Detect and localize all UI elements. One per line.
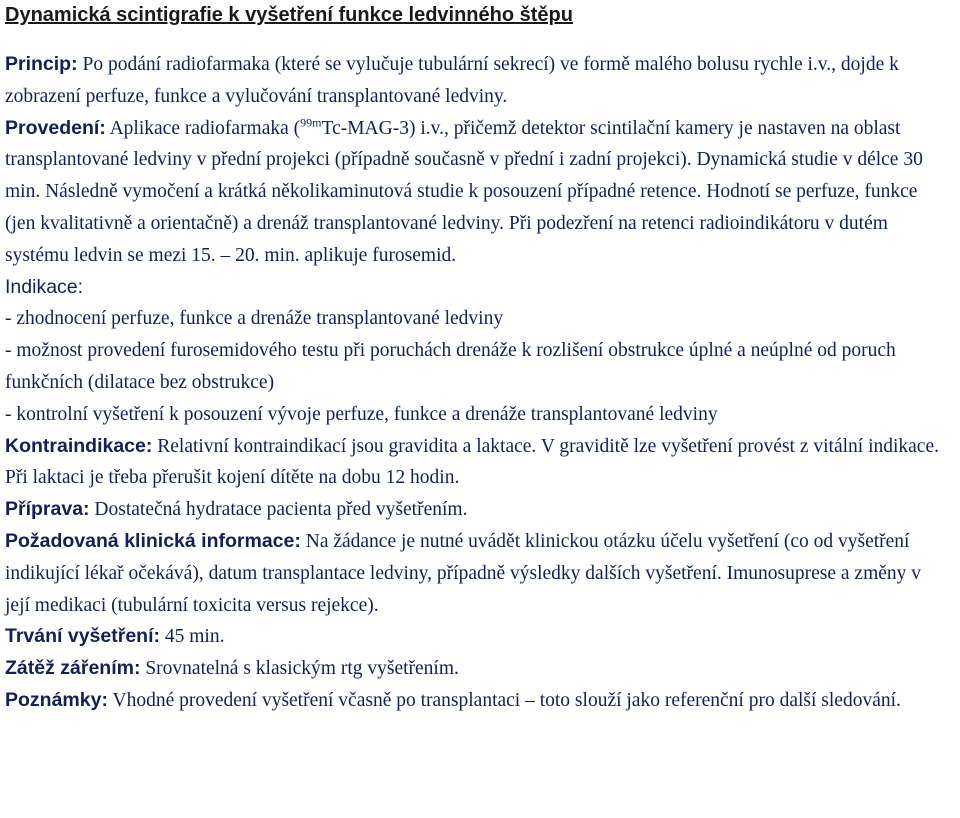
section-kontraindikace [5,431,948,495]
princip-label: Princip: [5,53,78,75]
section-pozadovana [5,526,948,621]
provedeni-text-b: Tc-MAG-3) i.v., přičemž detektor scintilační kamery je nastaven na oblast transplantované ledviny v přední projekci (případně současně v přední i zadní projekci). Dynamická studie v délce 30 min. Následně vymočení a krátká několikaminutová studie k posouzení případné retence. Hodnotí se perfuze, funkce (jen kvalitativně a orientačně) a drenáž transplantované ledviny. Při podezření na retenci radioindikátoru v dutém systému ledvin se mezi 15. – 20. min. aplikuje furosemid. [5,117,923,266]
indikace-item: - možnost provedení furosemidového testu při poruchách drenáže k rozlišení obstrukce úplné a neúplné od poruch funkčních (dilatace bez obstrukce) [5,340,896,393]
provedeni-label: Provedení: [5,116,106,139]
zatez-text: Srovnatelná s klasickým rtg vyšetřením. [145,658,459,680]
princip-text: Po podání radiofarmaka (které se vylučuje tubulární sekrecí) ve formě malého bolusu rychle i.v., dojde k zobrazení perfuze, funkce a vylučování transplantované ledviny. [5,54,899,107]
isotope-superscript: 99m [300,115,322,130]
section-poznamky [5,685,948,717]
pozadovana-text: Na žádance je nutné uvádět klinickou otázku účelu vyšetření (co od vyšetření indikující lékař očekává), datum transplantace ledviny, případně výsledky dalších vyšetření. Imunosuprese a změny v její medikaci (tubulární toxicita versus rejekce). [5,530,922,616]
section-priprava [5,494,948,526]
document-title: Dynamická scintigrafie k vyšetření funkce ledvinného štěpu [5,4,573,26]
kontraindikace-text: Relativní kontraindikací jsou gravidita a laktace. V graviditě lze vyšetření provést z vitální indikace. Při laktaci je třeba přerušit kojení dítěte na dobu 12 hodin. [5,435,939,489]
priprava-text: Dostatečná hydratace pacienta před vyšetřením. [94,499,468,521]
indikace-heading [5,272,948,304]
indikace-label: Indikace: [5,275,84,298]
trvani-label: Trvání vyšetření: [5,625,160,648]
poznamky-text: Vhodné provedení vyšetření včasně po transplantaci – toto slouží jako referenční pro další sledování. [112,689,901,711]
pozadovana-label: Požadovaná klinická informace: [5,529,301,552]
section-zatez [5,653,948,685]
section-princip [5,49,948,113]
section-provedeni [5,113,948,272]
zatez-label: Zátěž zářením: [5,657,141,680]
section-trvani [5,621,948,653]
poznamky-label: Poznámky: [5,688,108,711]
indikace-item: - kontrolní vyšetření k posouzení vývoje perfuze, funkce a drenáže transplantované ledviny [5,403,718,425]
provedeni-text-a: Aplikace radiofarmaka ( [109,117,301,139]
indikace-item: - zhodnocení perfuze, funkce a drenáže transplantované ledviny [5,308,504,330]
priprava-label: Příprava: [5,498,90,521]
trvani-text: 45 min. [164,626,225,648]
kontraindikace-label: Kontraindikace: [5,434,153,457]
